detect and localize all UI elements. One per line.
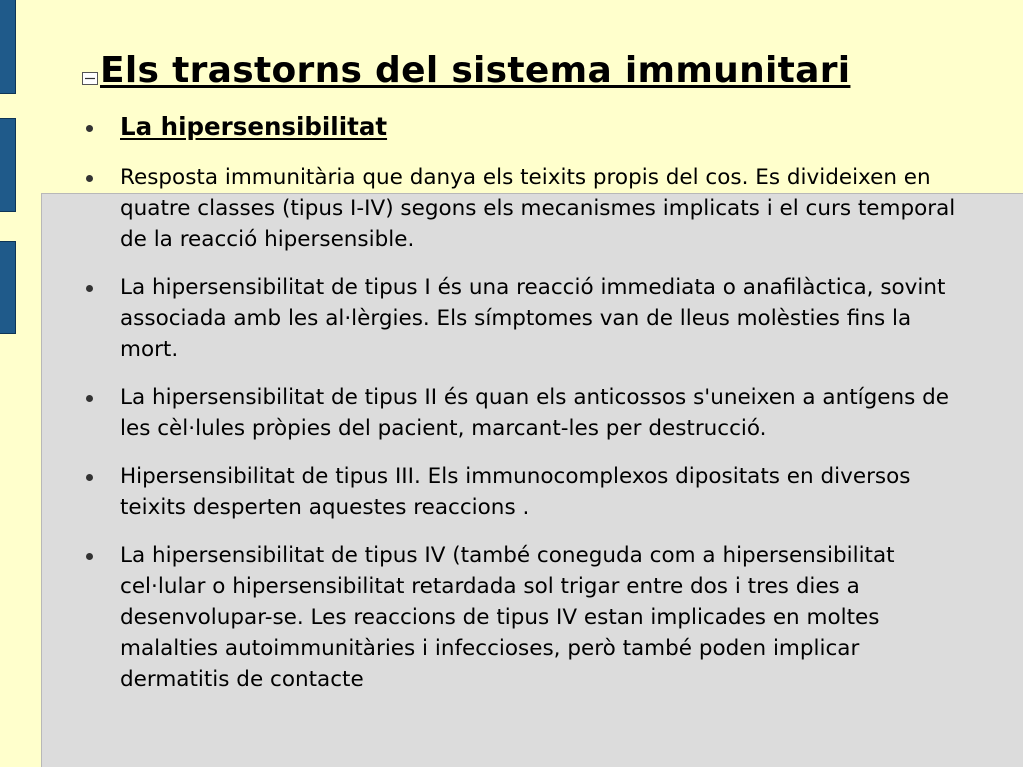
- paragraph-text: La hipersensibilitat de tipus IV (també coneguda com a hipersensibilitat cel·lular o hipersensibilitat retardada sol trigar entre dos i tres dies a desenvolupar-se. Les reaccions de tipus IV estan implicades en moltes malalties autoimmunitàries i infeccioses, però també poden implicar dermatitis de contacte: [120, 543, 895, 692]
- list-item: [84, 540, 964, 695]
- list-item: [84, 382, 964, 444]
- bullet-dot-icon: [86, 553, 93, 560]
- section-heading: La hipersensibilitat: [120, 112, 388, 141]
- paragraph-text: Hipersensibilitat de tipus III. Els immunocomplexos dipositats en diversos teixits desperten aquestes reaccions .: [120, 464, 911, 520]
- document-icon: [82, 70, 98, 83]
- list-item: [84, 272, 964, 365]
- bullet-dot-icon: [86, 285, 93, 292]
- list-item: [84, 461, 964, 523]
- title-row: [82, 50, 850, 91]
- bullet-dot-icon: [86, 474, 93, 481]
- slide-content: [84, 110, 964, 712]
- list-item: [84, 162, 964, 255]
- heading-item: [84, 110, 964, 144]
- side-tab-2: [0, 118, 16, 212]
- side-tab-3: [0, 241, 16, 334]
- bullet-dot-icon: [86, 395, 93, 402]
- paragraph-text: Resposta immunitària que danya els teixits propis del cos. Es divideixen en quatre classes (tipus I-IV) segons els mecanismes implicats i el curs temporal de la reacció hipersensible.: [120, 165, 956, 252]
- paragraph-text: La hipersensibilitat de tipus II és quan els anticossos s'uneixen a antígens de les cèl·lules pròpies del pacient, marcant-les per destrucció.: [120, 385, 950, 441]
- bullet-dot-icon: [86, 175, 93, 182]
- side-tab-1: [0, 0, 16, 94]
- slide-title: Els trastorns del sistema immunitari: [100, 50, 851, 91]
- bullet-dot-icon: [86, 125, 93, 132]
- paragraph-text: La hipersensibilitat de tipus I és una reacció immediata o anafilàctica, sovint associada amb les al·lèrgies. Els símptomes van de lleus molèsties fins la mort.: [120, 275, 946, 362]
